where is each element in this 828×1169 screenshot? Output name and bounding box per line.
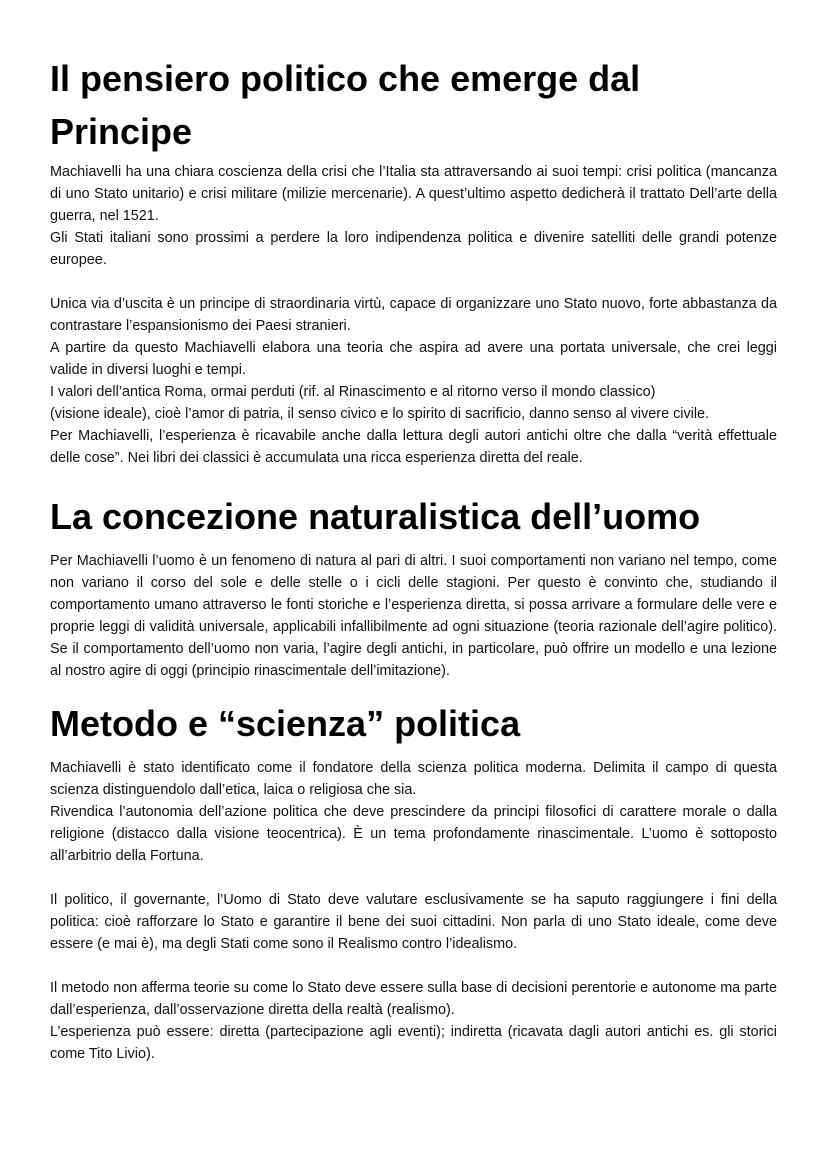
- paragraph: Per Machiavelli l’uomo è un fenomeno di natura al pari di altri. I suoi comportamenti non variano nel tempo, come non variano il corso del sole e delle stelle o i cicli delle stagioni. Per questo è convinto che, studiando il comportamento umano attraverso le fonti storiche e l’esperienza diretta, si possa arrivare a formulare delle vere e proprie leggi di validità universale, applicabili infallibilmente ad ogni situazione (teoria razionale dell’agire politico). Se il comportamento dell’uomo non varia, l’agire degli antichi, in particolare, può offrire un modello e una lezione al nostro agire di oggi (principio rinascimentale dell’imitazione).: [50, 553, 777, 679]
- paragraph-spacer: [50, 867, 777, 889]
- paragraph: Il politico, il governante, l’Uomo di Stato deve valutare esclusivamente se ha saputo raggiungere i fini della politica: cioè rafforzare lo Stato e garantire il bene dei suoi cittadini. Non parla di uno Stato ideale, come deve essere (e mai è), ma degli Stati come sono il Realismo contro l’idealismo.: [50, 892, 777, 952]
- paragraph: I valori dell’antica Roma, ormai perduti (rif. al Rinascimento e al ritorno verso il mondo classico): [50, 384, 656, 400]
- section-title: La concezione naturalistica dell’uomo: [50, 496, 701, 537]
- paragraph-spacer: [50, 271, 777, 293]
- paragraph-spacer: [50, 955, 777, 977]
- paragraph: Gli Stati italiani sono prossimi a perdere la loro indipendenza politica e divenire satelliti delle grandi potenze europee.: [50, 230, 777, 268]
- section-pensiero-politico: [50, 52, 777, 469]
- section-title: Metodo e “scienza” politica: [50, 703, 521, 744]
- section-title-line-2: Principe: [50, 111, 193, 152]
- paragraph: L’esperienza può essere: diretta (partecipazione agli eventi); indiretta (ricavata dagli autori antichi es. gli storici come Tito Livio).: [50, 1024, 777, 1062]
- paragraph: Machiavelli ha una chiara coscienza della crisi che l’Italia sta attraversando ai suoi tempi: crisi politica (mancanza di uno Stato unitario) e crisi militare (milizie mercenarie). A quest’ultimo aspetto dedicherà il trattato Dell’arte della guerra, nel 1521.: [50, 164, 777, 224]
- document-page: [50, 52, 777, 1065]
- section-title: [50, 52, 777, 105]
- section-metodo-scienza: [50, 697, 777, 1065]
- paragraph: (visione ideale), cioè l’amor di patria, il senso civico e lo spirito di sacrificio, danno senso al vivere civile.: [50, 406, 710, 422]
- paragraph: Per Machiavelli, l’esperienza è ricavabile anche dalla lettura degli autori antichi oltre che dalla “verità effettuale delle cose”. Nei libri dei classici è accumulata una ricca esperienza diretta del reale.: [50, 428, 777, 466]
- paragraph: Il metodo non afferma teorie su come lo Stato deve essere sulla base di decisioni perentorie e autonome ma parte dall’esperienza, dall’osservazione diretta della realtà (realismo).: [50, 980, 777, 1018]
- paragraph: A partire da questo Machiavelli elabora una teoria che aspira ad avere una portata universale, che crei leggi valide in diversi luoghi e tempi.: [50, 340, 777, 378]
- paragraph: Machiavelli è stato identificato come il fondatore della scienza politica moderna. Delimita il campo di questa scienza distinguendolo dall’etica, laica o religiosa che sia.: [50, 760, 777, 798]
- section-concezione-naturalistica: [50, 490, 777, 682]
- section-title-line-1: Il pensiero politico che emerge dal: [50, 58, 641, 99]
- paragraph: Rivendica l’autonomia dell’azione politica che deve prescindere da principi filosofici di carattere morale o dalla religione (distacco dalla visione teocentrica). È un tema profondamente rinascimentale. L’uomo è sottoposto all’arbitrio della Fortuna.: [50, 804, 777, 864]
- paragraph: Unica via d’uscita è un principe di straordinaria virtù, capace di organizzare uno Stato nuovo, forte abbastanza da contrastare l’espansionismo dei Paesi stranieri.: [50, 296, 777, 334]
- section-title-continued: [50, 105, 777, 158]
